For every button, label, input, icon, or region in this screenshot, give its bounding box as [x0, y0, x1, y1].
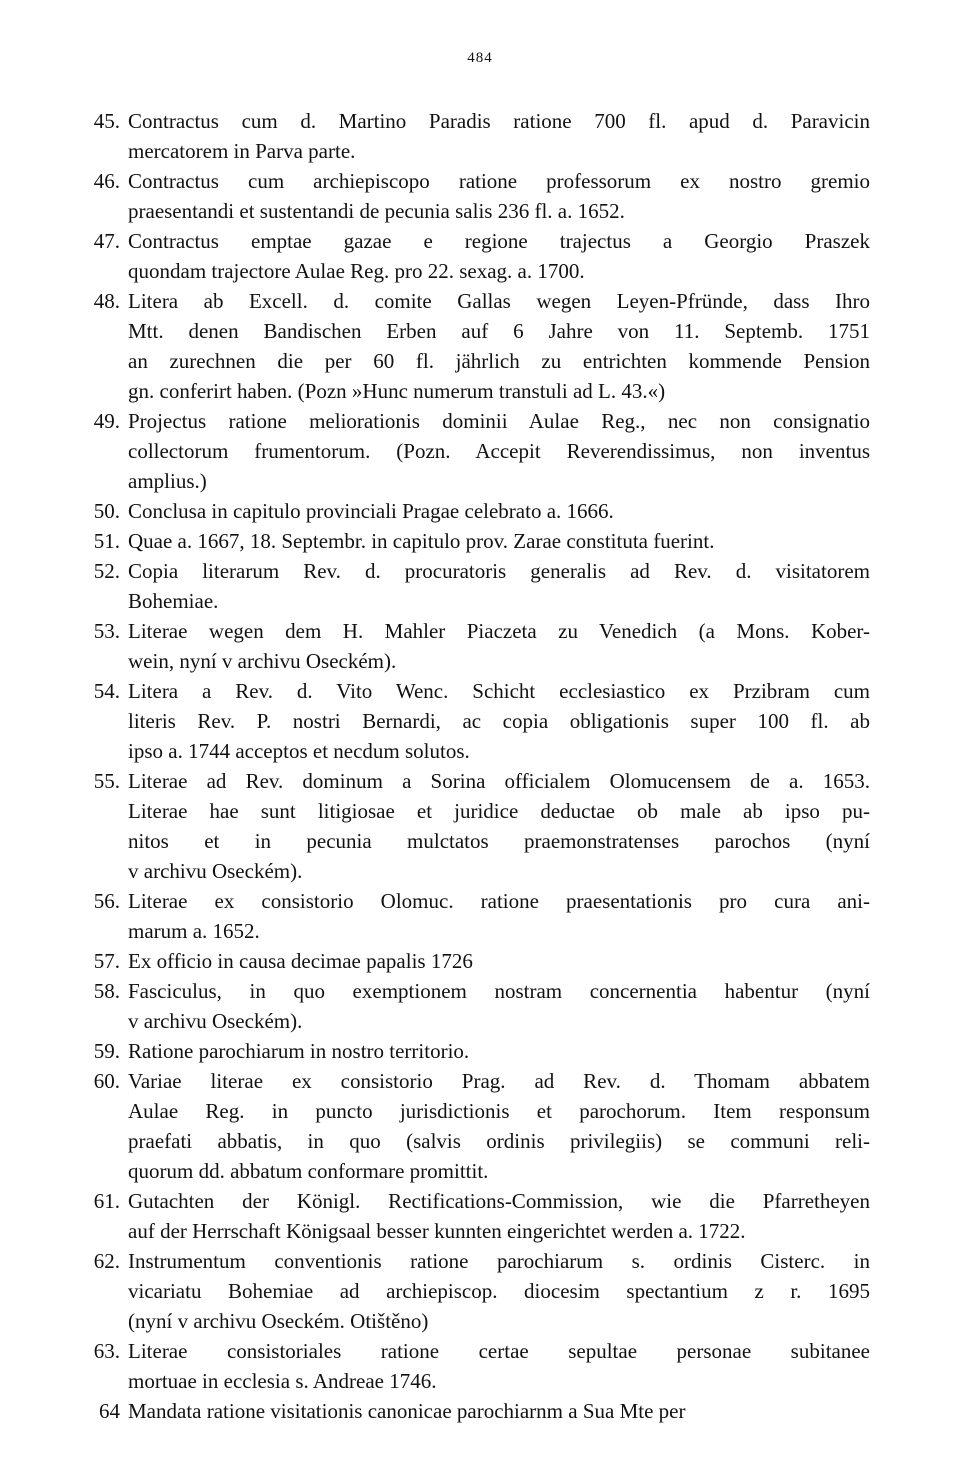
- entry-number: 51.: [93, 529, 120, 553]
- entry-text-line: Instrumentum conventionis ratione parochiarum s. ordinis Cisterc. in: [128, 1249, 870, 1273]
- list-item: [93, 1186, 870, 1246]
- entry-number: 59.: [93, 1039, 120, 1063]
- list-item: [93, 766, 870, 886]
- list-item: [93, 946, 870, 976]
- entry-text-line: Bohemiae.: [128, 589, 219, 613]
- entry-text-line: Ex officio in causa decimae papalis 1726: [128, 949, 473, 973]
- entry-text-line: mercatorem in Parva parte.: [128, 139, 356, 163]
- entry-text-line: Contractus cum archiepiscopo ratione professorum ex nostro gremio: [128, 169, 870, 193]
- entry-number: 50.: [93, 499, 120, 523]
- list-item: [93, 1336, 870, 1396]
- entry-number: 61.: [93, 1189, 120, 1213]
- entry-number: 57.: [93, 949, 120, 973]
- entry-number: 47.: [93, 229, 120, 253]
- entry-text-line: v archivu Oseckém).: [128, 859, 303, 883]
- list-item: [93, 1246, 870, 1336]
- entry-text-line: nitos et in pecunia mulctatos praemonstratenses parochos (nyní: [128, 829, 870, 853]
- entry-number: 45.: [93, 109, 120, 133]
- entry-text-line: ipso a. 1744 acceptos et necdum solutos.: [128, 739, 470, 763]
- entry-text-line: Litera a Rev. d. Vito Wenc. Schicht ecclesiastico ex Przibram cum: [128, 679, 870, 703]
- entry-text-line: Literae hae sunt litigiosae et juridice deductae ob male ab ipso pu-: [128, 799, 870, 823]
- entry-number: 63.: [93, 1339, 120, 1363]
- list-item: [93, 406, 870, 496]
- entry-text-line: Variae literae ex consistorio Prag. ad Rev. d. Thomam abbatem: [128, 1069, 870, 1093]
- entry-text-line: quondam trajectore Aulae Reg. pro 22. sexag. a. 1700.: [128, 259, 585, 283]
- list-item: [93, 1066, 870, 1186]
- entry-number: 46.: [93, 169, 120, 193]
- entry-text-line: (nyní v archivu Oseckém. Otištěno): [128, 1309, 429, 1333]
- list-item: [93, 976, 870, 1036]
- entry-text-line: gn. conferirt haben. (Pozn »Hunc numerum transtuli ad L. 43.«): [128, 379, 666, 403]
- entry-text-line: wein, nyní v archivu Oseckém).: [128, 649, 397, 673]
- entry-number: 64: [99, 1399, 120, 1423]
- entry-text-line: Litera ab Excell. d. comite Gallas wegen Leyen-Pfründe, dass Ihro: [128, 289, 870, 313]
- entry-text-line: praesentandi et sustentandi de pecunia salis 236 fl. a. 1652.: [128, 199, 625, 223]
- entry-text-line: an zurechnen die per 60 fl. jährlich zu entrichten kommende Pension: [128, 349, 870, 373]
- entry-number: 56.: [93, 889, 120, 913]
- entry-text-line: Ratione parochiarum in nostro territorio.: [128, 1039, 470, 1063]
- entry-text-line: Literae ad Rev. dominum a Sorina officialem Olomucensem de a. 1653.: [128, 769, 870, 793]
- list-item: [93, 676, 870, 766]
- entry-text-line: Aulae Reg. in puncto jurisdictionis et parochorum. Item responsum: [128, 1099, 870, 1123]
- entry-text-line: quorum dd. abbatum conformare promittit.: [128, 1159, 489, 1183]
- list-item: [93, 616, 870, 676]
- list-item: [93, 556, 870, 616]
- entry-text-line: amplius.): [128, 469, 207, 493]
- entry-text-line: Copia literarum Rev. d. procuratoris generalis ad Rev. d. visitatorem: [128, 559, 870, 583]
- entry-number: 52.: [93, 559, 120, 583]
- entry-text-line: Projectus ratione meliorationis dominii Aulae Reg., nec non consignatio: [128, 409, 870, 433]
- entry-text-line: literis Rev. P. nostri Bernardi, ac copia obligationis super 100 fl. ab: [128, 709, 870, 733]
- entry-text-line: vicariatu Bohemiae ad archiepiscop. diocesim spectantium z r. 1695: [128, 1279, 870, 1303]
- entry-text-line: Mtt. denen Bandischen Erben auf 6 Jahre von 11. Septemb. 1751: [128, 319, 870, 343]
- entry-number: 58.: [93, 979, 120, 1003]
- entry-text-line: v archivu Oseckém).: [128, 1009, 303, 1033]
- list-item: [93, 1036, 870, 1066]
- entry-text-line: Conclusa in capitulo provinciali Pragae celebrato a. 1666.: [128, 499, 614, 523]
- entry-number: 49.: [93, 409, 120, 433]
- entry-number: 62.: [93, 1249, 120, 1273]
- entry-text-line: auf der Herrschaft Königsaal besser kunnten eingerichtet werden a. 1722.: [128, 1219, 746, 1243]
- entry-number: 55.: [93, 769, 120, 793]
- list-item: [93, 496, 870, 526]
- page-number: 484: [467, 50, 493, 66]
- list-item: [99, 1396, 870, 1426]
- entry-text-line: Mandata ratione visitationis canonicae parochiarnm a Sua Mte per: [128, 1399, 686, 1423]
- entry-text-line: Literae ex consistorio Olomuc. ratione praesentationis pro cura ani-: [128, 889, 870, 913]
- entry-text-line: Contractus cum d. Martino Paradis ratione 700 fl. apud d. Paravicin: [128, 109, 870, 133]
- entry-text-line: collectorum frumentorum. (Pozn. Accepit Reverendissimus, non inventus: [128, 439, 870, 463]
- list-item: [93, 286, 870, 406]
- entry-text-line: Gutachten der Königl. Rectifications-Commission, wie die Pfarretheyen: [128, 1189, 870, 1213]
- list-item: [93, 226, 870, 286]
- entry-number: 53.: [93, 619, 120, 643]
- entry-text-line: mortuae in ecclesia s. Andreae 1746.: [128, 1369, 437, 1393]
- entry-list: [0, 106, 960, 1426]
- entry-text-line: marum a. 1652.: [128, 919, 260, 943]
- entry-text-line: Literae consistoriales ratione certae sepultae personae subitanee: [128, 1339, 870, 1363]
- entry-text-line: Quae a. 1667, 18. Septembr. in capitulo prov. Zarae constituta fuerint.: [128, 529, 715, 553]
- list-item: [93, 106, 870, 166]
- list-item: [93, 526, 870, 556]
- list-item: [93, 166, 870, 226]
- entry-number: 54.: [93, 679, 120, 703]
- entry-number: 48.: [93, 289, 120, 313]
- entry-text-line: Fasciculus, in quo exemptionem nostram concernentia habentur (nyní: [128, 979, 870, 1003]
- entry-text-line: praefati abbatis, in quo (salvis ordinis privilegiis) se communi reli-: [128, 1129, 870, 1153]
- entry-text-line: Literae wegen dem H. Mahler Piaczeta zu Venedich (a Mons. Kober-: [128, 619, 870, 643]
- list-item: [93, 886, 870, 946]
- entry-text-line: Contractus emptae gazae e regione trajectus a Georgio Praszek: [128, 229, 870, 253]
- entry-number: 60.: [93, 1069, 120, 1093]
